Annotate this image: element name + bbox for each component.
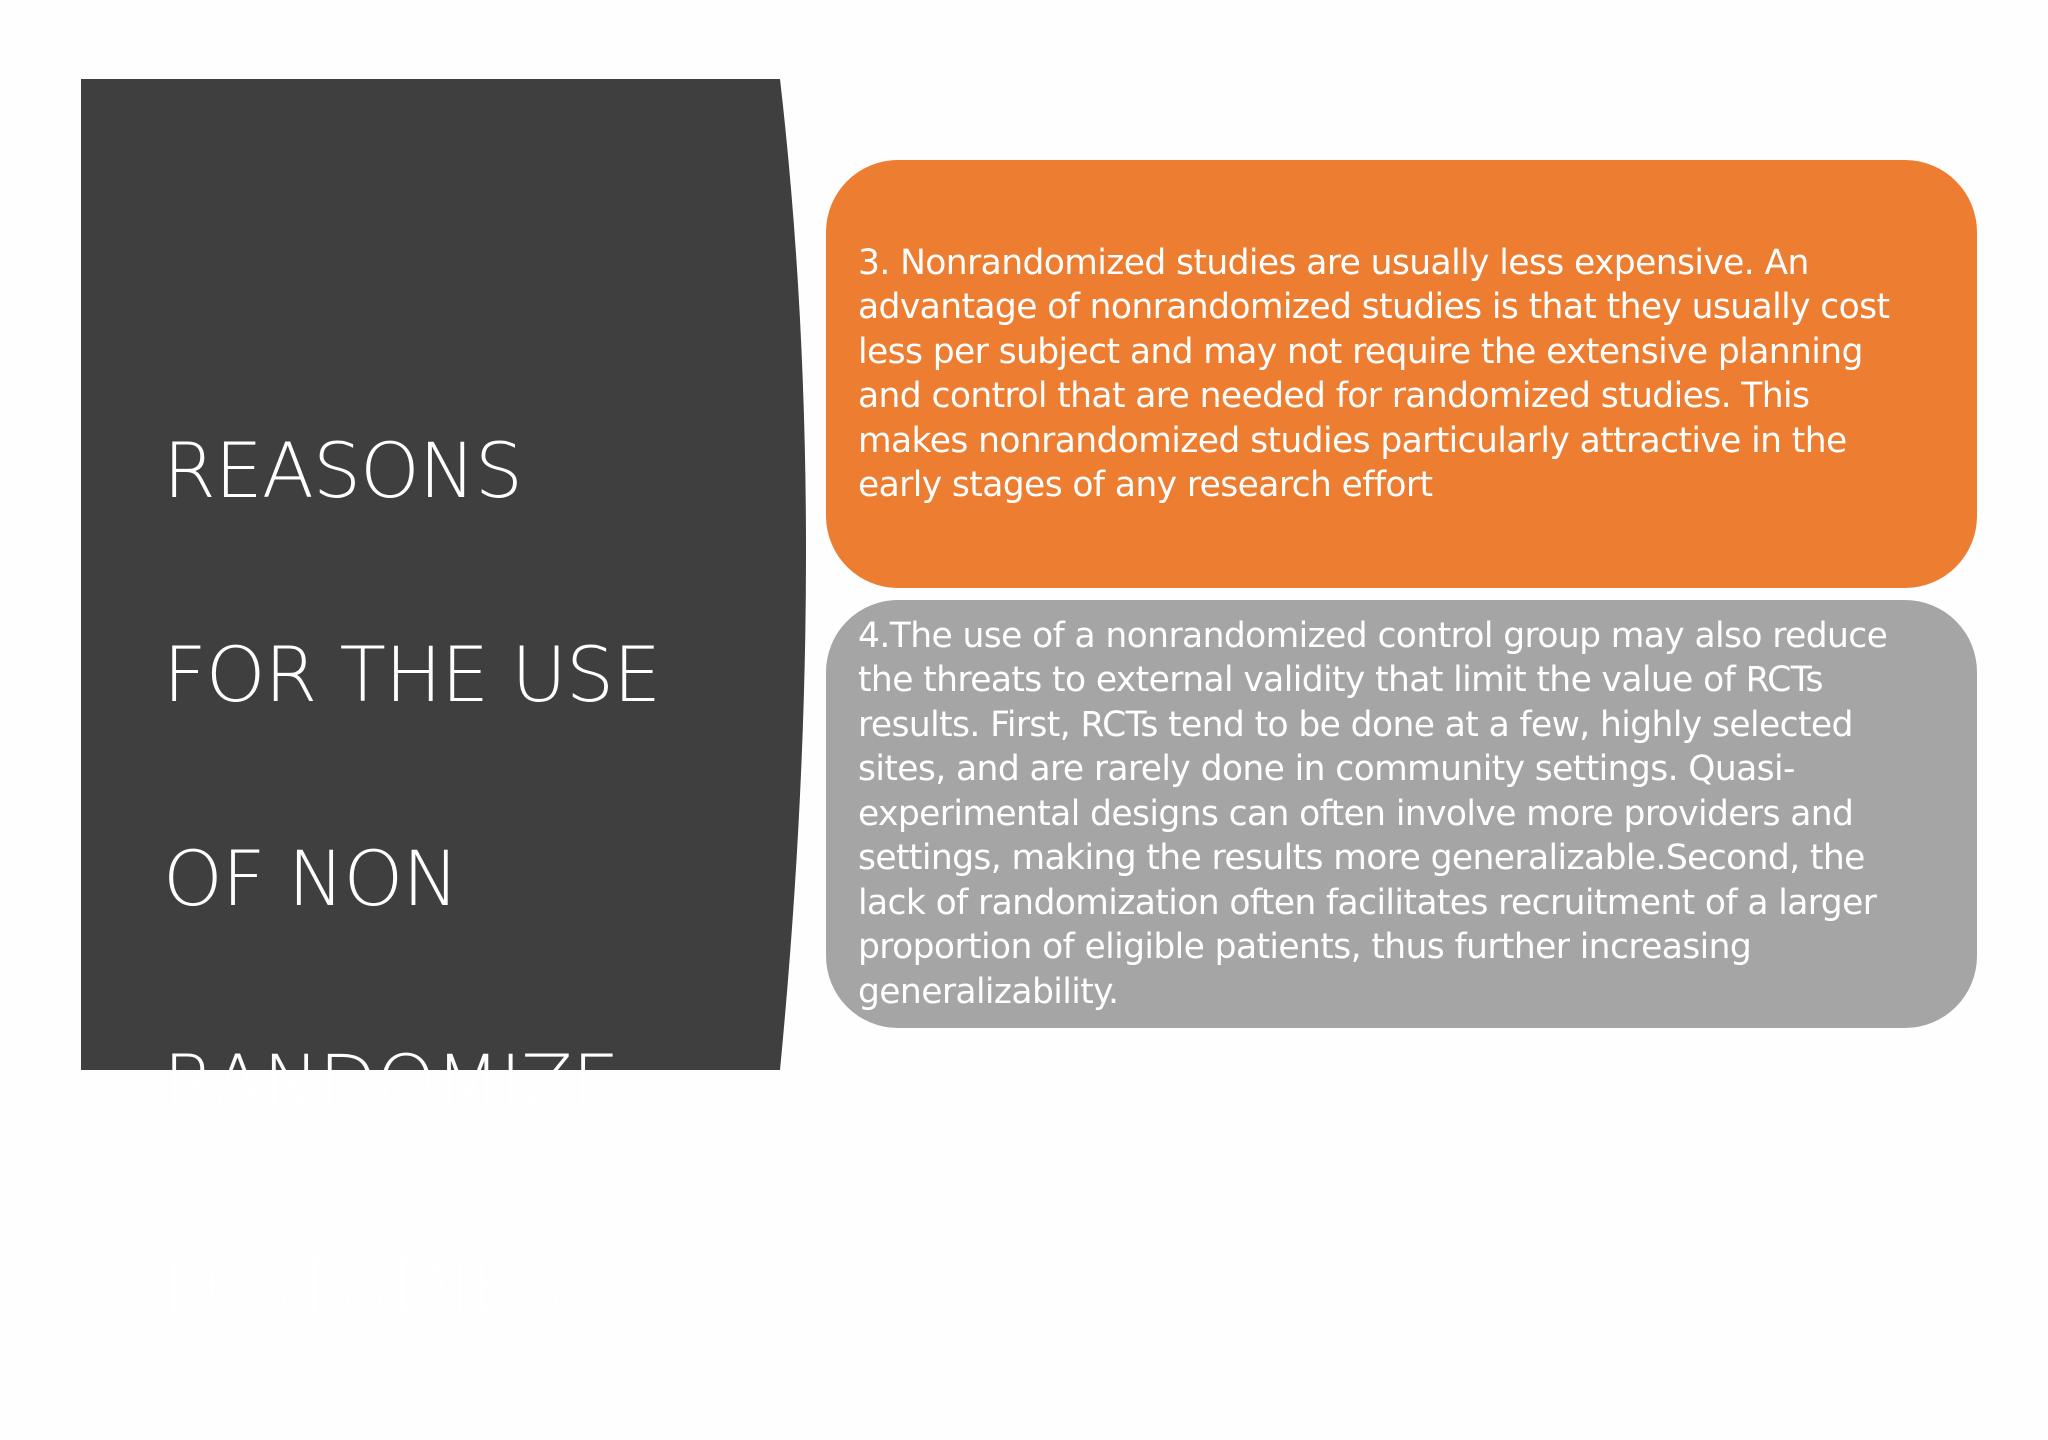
- slide-title-line: D STUDIES: [163, 1242, 565, 1331]
- reason-3-text: 3. Nonrandomized studies are usually less expensive. An advantage of nonrandomized studies is that they usually cost less per subject and may not require the extensive planning and control that are needed for randomized studies. This makes nonrandomized studies particularly attractive in the early stages of any research effort: [858, 242, 1890, 505]
- slide-title: [163, 318, 723, 1440]
- reason-4-text: 4.The use of a nonrandomized control group may also reduce the threats to external validity that limit the value of RCTs results. First, RCTs tend to be done at a few, highly selected sites, and are rarely done in community settings. Quasi-experimental designs can often involve more providers and settings, making the results more generalizable.Second, the lack of randomization often facilitates recruitment of a larger proportion of eligible patients, thus further increasing generalizability.: [858, 615, 1888, 1012]
- reason-4-box: [826, 600, 1977, 1028]
- slide-title-line: OF NON: [163, 834, 459, 923]
- slide-title-line: RANDOMIZE: [163, 1038, 619, 1127]
- slide-title-line: REASONS: [163, 426, 522, 515]
- reason-3-box: [826, 160, 1977, 588]
- slide-title-line: FOR THE USE: [163, 630, 661, 719]
